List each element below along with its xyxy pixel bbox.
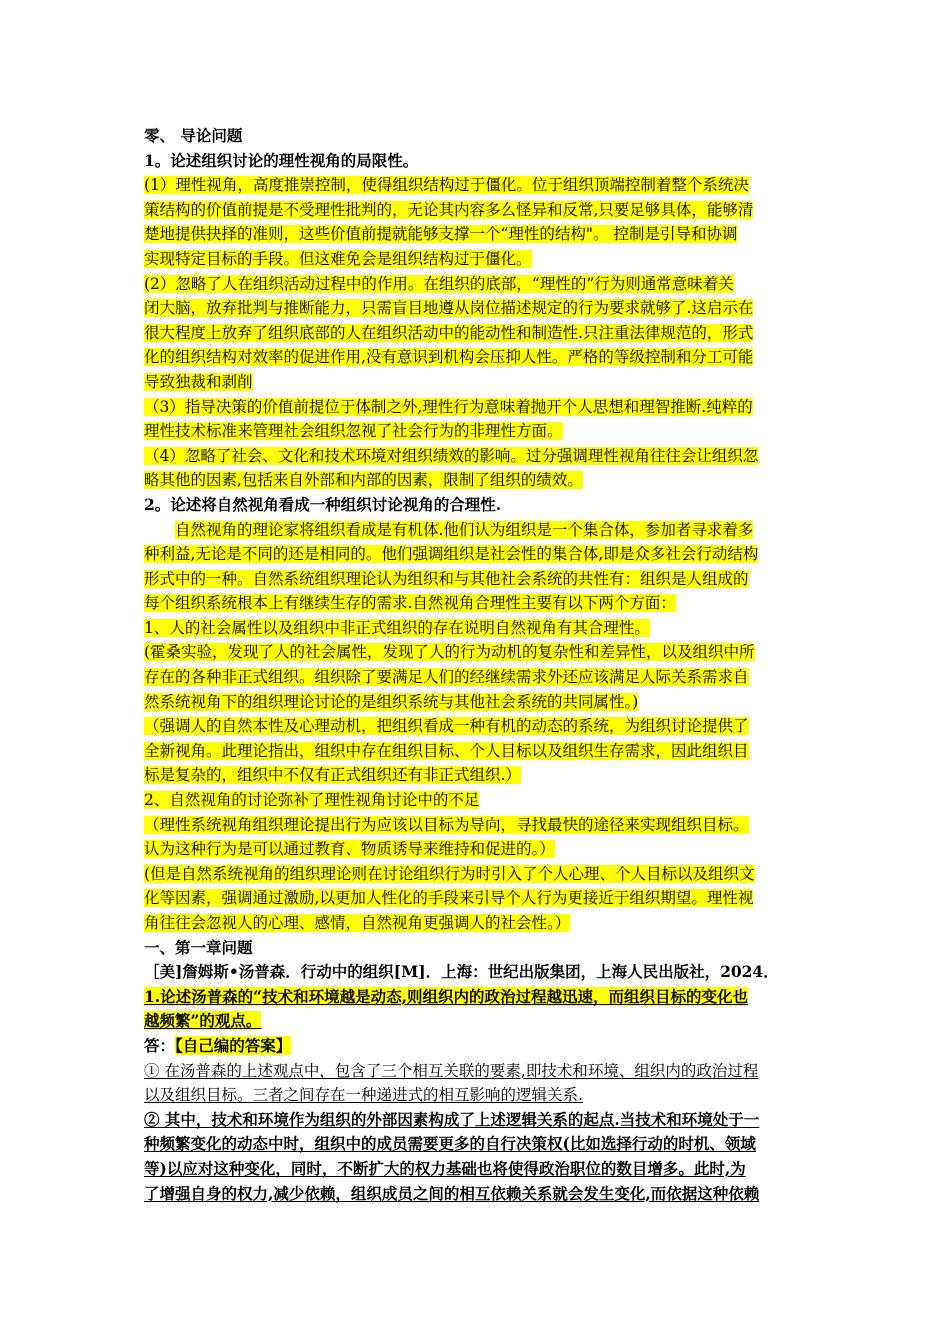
q2-p2b-line: 角往往会忽视人的心理、感情，自然视角更强调人的社会性。）	[144, 914, 571, 932]
q2-p2a-line: （理性系统视角组织理论提出行为应该以目标为导向，寻找最快的途径来实现组织目标。	[144, 815, 749, 834]
q2-intro-line: 自然视角的理论家将组织看成是有机体.他们认为组织是一个集合体，参加者寻求着多	[175, 520, 754, 539]
q2-p1b-line: （强调人的自然本性及心理动机，把组织看成一种有机的动态的系统，为组织讨论提供了	[144, 717, 749, 736]
answer-p2-line: ② 其中，技术和环境作为组织的外部因素构成了上述逻辑关系的起点.当技术和环境处于一	[144, 1109, 760, 1129]
q1-p2-line: (2）忽略了人在组织活动过程中的作用。在组织的底部，“理性的”行为则通常意味着关	[144, 274, 734, 293]
q1-p1-line: (1）理性视角，高度推崇控制，使得组织结构过于僵化。位于组织顶端控制着整个系统决	[144, 176, 749, 195]
answer-tag: 【自己编的答案】	[175, 1035, 292, 1055]
q1-p2-line: 很大程度上放弃了组织底部的人在组织活动中的能动性和制造性.只注重法律规范的，形式	[144, 323, 754, 342]
q2-intro-line: 每个组织系统根本上有继续生存的需求.自然视角合理性主要有以下两个方面：	[144, 594, 676, 613]
section-heading-intro: 零、 导论问题	[144, 126, 243, 145]
q2-intro-line: 种利益,无论是不同的还是相同的。他们强调组织是社会性的集合体,即是众多社会行动结构	[144, 545, 759, 564]
q2-p1a-line: (霍桑实验，发现了人的社会属性，发现了人的行为动机的复杂性和差异性，以及组织中所	[144, 643, 755, 662]
q2-point-1: 1、人的社会属性以及组织中非正式组织的存在说明自然视角有其合理性。	[144, 618, 650, 637]
chapter-1-question-1-line: 越频繁”的观点。	[144, 1011, 262, 1031]
answer-header	[144, 1034, 808, 1059]
document-page	[144, 124, 808, 1206]
q2-p2b-line: 化等因素，强调通过激励,以更加人性化的手段来引导个人行为更接近于组织期望。理性视	[144, 889, 754, 908]
answer-p2-line: 种频繁变化的动态中时，组织中的成员需要更多的自行决策权(比如选择行动的时机、领域	[144, 1134, 756, 1154]
q1-p2-line: 导致独裁和剥削	[144, 372, 253, 391]
answer-p1-line: ① 在汤普森的上述观点中，包含了三个相互关联的要素,即技术和环境、组织内的政治过程	[144, 1061, 759, 1080]
q1-p1-line: 楚地提供抉择的准则，这些价值前提就能够支撑一个“理性的结构"。 控制是引导和协调	[144, 225, 738, 244]
book-reference: ［美]詹姆斯•汤普森．行动中的组织[M]．上海：世纪出版集团，上海人民出版社，2024．	[144, 962, 779, 982]
answer-label: 答：	[144, 1035, 176, 1055]
q1-p4-line: （4）忽略了社会、文化和技术环境对组织绩效的影响。过分强调理性视角往往会让组织忽	[144, 446, 759, 465]
question-2-title: 2。论述将自然视角看成一种组织讨论视角的合理性.	[144, 494, 502, 514]
answer-p2-line: 等)以应对这种变化，同时，不断扩大的权力基础也将使得政治职位的数目增多。此时,为	[144, 1158, 746, 1178]
q2-p1b-line: 全新视角。此理论指出，组织中存在组织目标、个人目标以及组织生存需求，因此组织目	[144, 741, 749, 760]
q2-p1a-line: 存在的各种非正式组织。组织除了要满足人们的经继续需求外还应该满足人际关系需求自	[144, 668, 749, 687]
q2-p2b-line: (但是自然系统视角的组织理论则在讨论组织行为时引入了个人心理、个人目标以及组织文	[144, 864, 755, 883]
q2-p1b-line: 标是复杂的，组织中不仅有正式组织还有非正式组织.）	[144, 766, 521, 785]
answer-p2-line: 了增强自身的权力,减少依赖，组织成员之间的相互依赖关系就会发生变化,而依据这种依赖	[144, 1183, 760, 1203]
chapter-1-question-1-line: 1.论述汤普森的“技术和环境越是动态,则组织内的政治过程越迅速，而组织目标的变化也	[144, 986, 748, 1006]
q2-intro-line: 形式中的一种。自然系统组织理论认为组织和与其他社会系统的共性有：组织是人组成的	[144, 569, 749, 588]
q1-p4-line: 略其他的因素,包括来自外部和内部的因素，限制了组织的绩效。	[144, 471, 583, 490]
q2-p1a-line: 然系统视角下的组织理论讨论的是组织系统与其他社会系统的共同属性。)	[144, 692, 639, 711]
q1-p3-line: 理性技术标准来管理社会组织忽视了社会行为的非理性方面。	[144, 422, 563, 441]
q1-p2-line: 闭大脑，放弃批判与推断能力，只需盲目地遵从岗位描述规定的行为要求就够了.这启示在	[144, 299, 754, 318]
answer-p1-line: 以及组织目标。三者之间存在一种递进式的相互影响的逻辑关系.	[144, 1086, 583, 1105]
q2-p2a-line: 认为这种行为是可以通过教育、物质诱导来维持和促进的。）	[144, 840, 555, 859]
q1-p1-line: 实现特定目标的手段。但这难免会是组织结构过于僵化。	[144, 249, 532, 268]
q2-point-2: 2、自然视角的讨论弥补了理性视角讨论中的不足	[144, 791, 480, 810]
q1-p3-line: （3）指导决策的价值前提位于体制之外,理性行为意味着抛开个人思想和理智推断.纯粹的	[144, 397, 753, 416]
q1-p2-line: 化的组织结构对效率的促进作用,没有意识到机构会压抑人性。严格的等级控制和分工可能	[144, 348, 754, 367]
q1-p1-line: 策结构的价值前提是不受理性批判的，无论其内容多么怪异和反常,只要足够具体，能够清	[144, 200, 754, 219]
section-heading-chapter-1: 一、第一章问题	[144, 937, 253, 957]
question-1-title: 1。论述组织讨论的理性视角的局限性。	[144, 150, 419, 170]
